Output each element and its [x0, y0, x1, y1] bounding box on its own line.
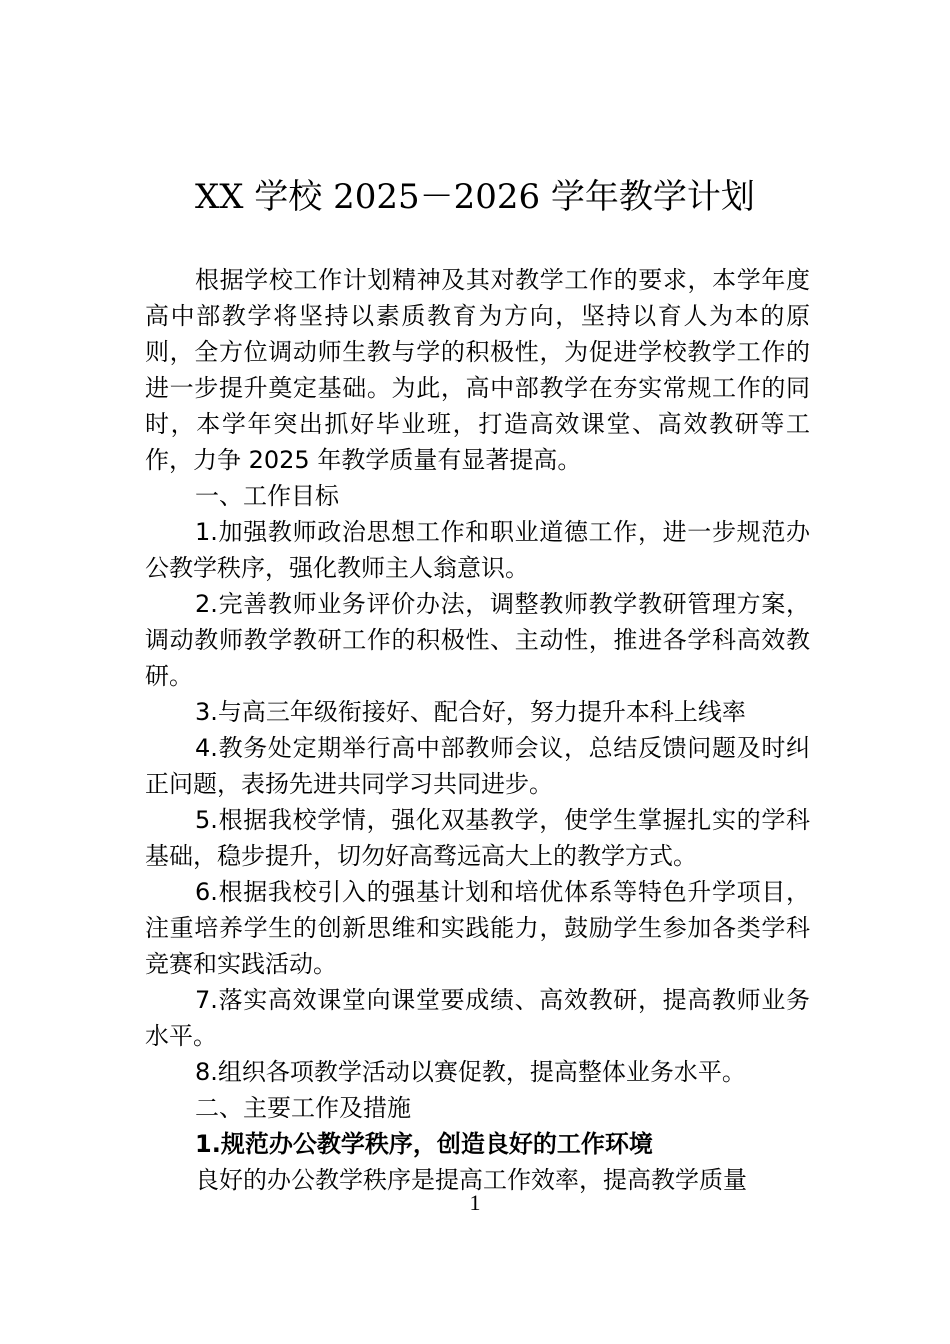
goal-item-5: 5.根据我校学情，强化双基教学，使学生掌握扎实的学科基础，稳步提升，切勿好高骛远高大上的教学方式。	[145, 806, 810, 870]
goal-item-7: 7.落实高效课堂向课堂要成绩、高效教研，提高教师业务水平。	[145, 986, 810, 1050]
goal-item-2: 2.完善教师业务评价办法，调整教师教学教研管理方案，调动教师教学教研工作的积极性、主动性，推进各学科高效教研。	[145, 590, 810, 690]
intro-paragraph: 根据学校工作计划精神及其对教学工作的要求，本学年度高中部教学将坚持以素质教育为方向，坚持以育人为本的原则，全方位调动师生教与学的积极性，为促进学校教学工作的进一步提升奠定基础。为此，高中部教学在夯实常规工作的同时，本学年突出抓好毕业班，打造高效课堂、高效教研等工作，力争 2025 年教学质量有显著提高。	[145, 266, 810, 474]
section-heading-goals: 一、工作目标	[195, 482, 339, 510]
section-heading-measures: 二、主要工作及措施	[195, 1094, 411, 1122]
goal-item-8: 8.组织各项教学活动以赛促教，提高整体业务水平。	[195, 1058, 746, 1086]
goal-item-4: 4.教务处定期举行高中部教师会议，总结反馈问题及时纠正问题，表扬先进共同学习共同进步。	[145, 734, 810, 798]
goal-item-1: 1.加强教师政治思想工作和职业道德工作，进一步规范办公教学秩序，强化教师主人翁意识。	[145, 518, 810, 582]
order-paragraph: 良好的办公教学秩序是提高工作效率，提高教学质量	[195, 1166, 747, 1194]
document-title: XX 学校 2025－2026 学年教学计划	[195, 177, 755, 217]
goal-item-6: 6.根据我校引入的强基计划和培优体系等特色升学项目，注重培养学生的创新思维和实践能力，鼓励学生参加各类学科竞赛和实践活动。	[145, 878, 810, 978]
page-number: 1	[469, 1190, 481, 1215]
subsection-heading-order: 1.规范办公教学秩序，创造良好的工作环境	[195, 1130, 653, 1158]
document-body	[145, 262, 810, 1198]
goal-item-3: 3.与高三年级衔接好、配合好，努力提升本科上线率	[195, 698, 746, 726]
